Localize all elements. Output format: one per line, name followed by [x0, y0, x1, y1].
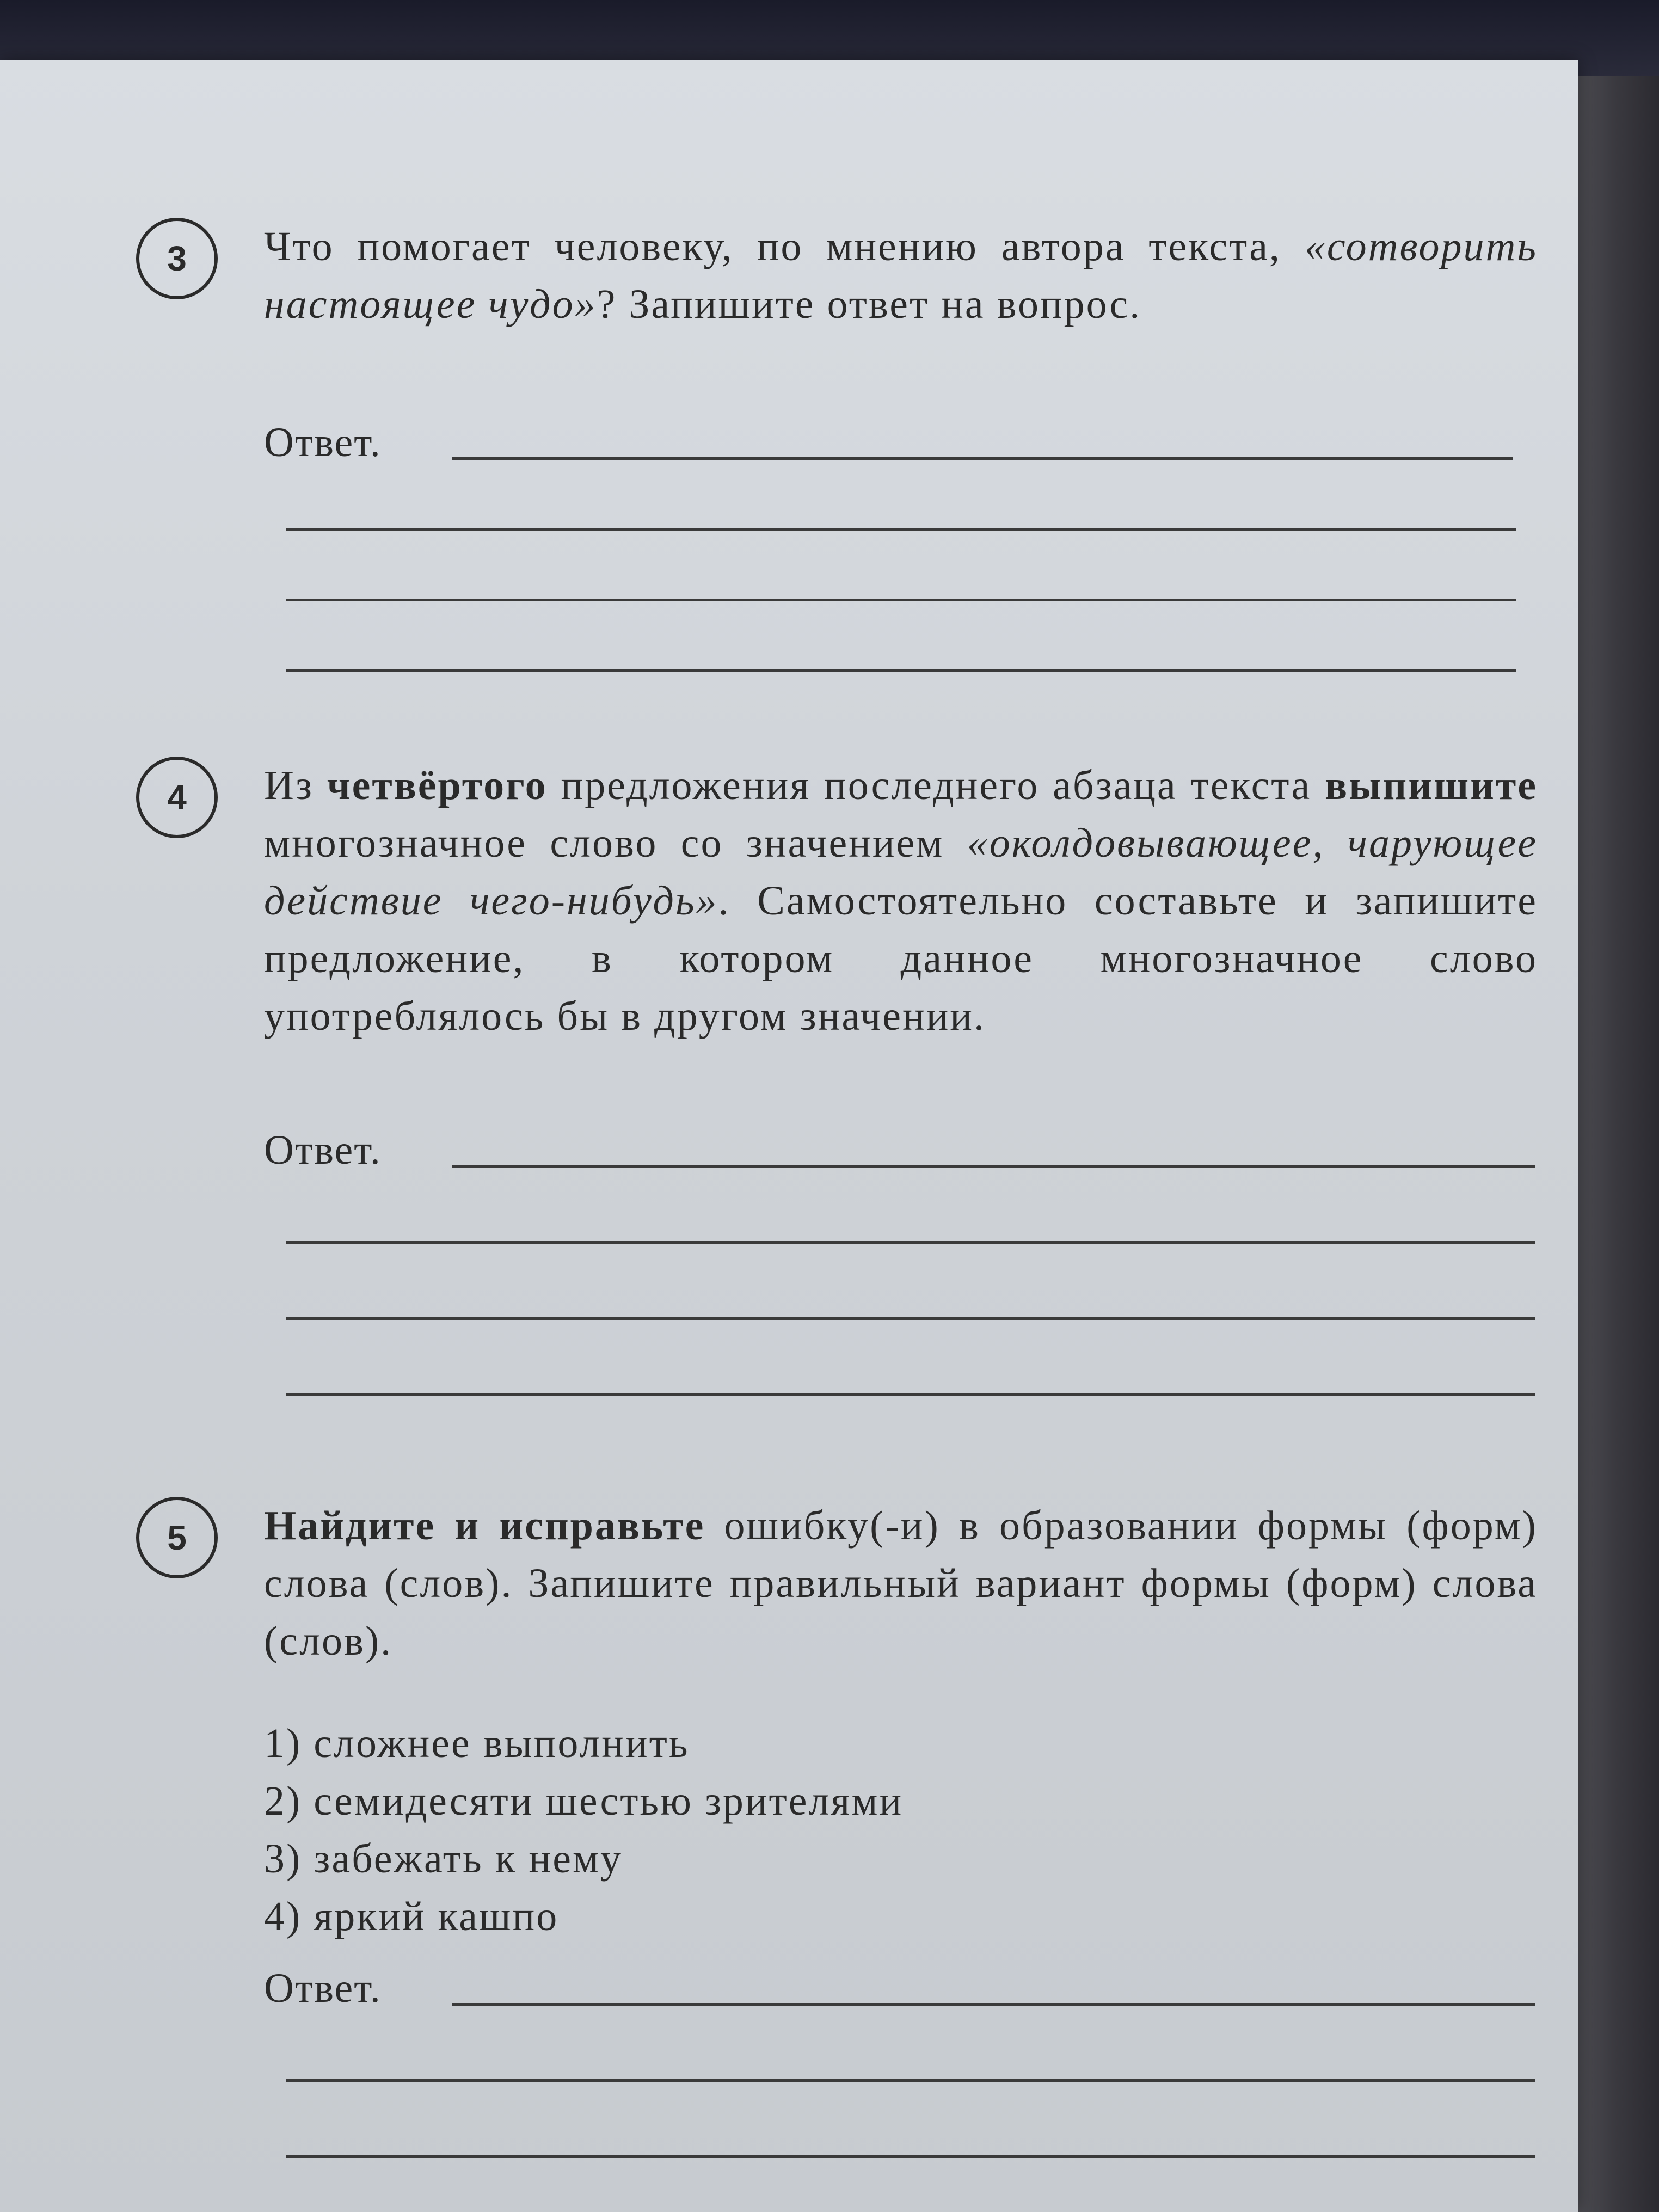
worksheet-page — [0, 60, 1578, 2212]
question-number-badge: 3 — [136, 218, 218, 299]
answer-option: 4) яркий кашпо — [264, 1894, 559, 1939]
answer-option: 2) семидесяти шестью зрителями — [264, 1778, 904, 1824]
question-text-part: многозначное слово со значением — [264, 820, 967, 866]
answer-line[interactable] — [286, 1241, 1535, 1244]
question-number-badge: 4 — [136, 757, 218, 838]
question-text-part: предложения последнего абзаца текста — [547, 763, 1325, 808]
answer-label: Ответ. — [264, 420, 382, 465]
question-text-emphasis: Найдите и исправьте — [264, 1503, 705, 1549]
answer-line[interactable] — [286, 1393, 1535, 1396]
question-text-part: . Самостоятельно составьте и запишите предложение, в котором данное многозначное слово употреблялось бы в другом значении. — [264, 878, 1538, 1039]
question-text-part: ? Запишите ответ на вопрос. — [597, 281, 1142, 327]
answer-line[interactable] — [286, 528, 1516, 531]
question-text-quote: «околдовывающее, чарующее действие чего-нибудь» — [264, 820, 1538, 924]
question-number-badge: 5 — [136, 1497, 218, 1578]
question-text-part: Что помогает человеку, по мнению автора текста, — [264, 224, 1305, 269]
question-text-emphasis: четвёртого — [327, 763, 548, 808]
question-text — [264, 1497, 1538, 1670]
answer-label: Ответ. — [264, 1965, 382, 2011]
answer-label: Ответ. — [264, 1127, 382, 1173]
question-text — [264, 218, 1538, 333]
question-text-part: Из — [264, 763, 327, 808]
answer-line[interactable] — [452, 2003, 1535, 2006]
question-text — [264, 757, 1538, 1045]
answer-option: 1) сложнее выполнить — [264, 1721, 690, 1766]
answer-line[interactable] — [286, 1317, 1535, 1320]
question-text-part: ошибку(-и) в образовании формы (форм) слова (слов). Запишите правильный вариант формы (форм) слова (слов). — [264, 1503, 1538, 1664]
question-text-emphasis: выпишите — [1325, 763, 1538, 808]
answer-line[interactable] — [286, 2155, 1535, 2158]
answer-line[interactable] — [452, 457, 1513, 460]
answer-line[interactable] — [286, 599, 1516, 601]
answer-options-list — [264, 1715, 1516, 1945]
answer-line[interactable] — [452, 1165, 1535, 1168]
question-text-quote: «сотворить настоящее чудо» — [264, 224, 1538, 327]
answer-line[interactable] — [286, 669, 1516, 672]
answer-option: 3) забежать к нему — [264, 1836, 623, 1882]
answer-line[interactable] — [286, 2079, 1535, 2082]
